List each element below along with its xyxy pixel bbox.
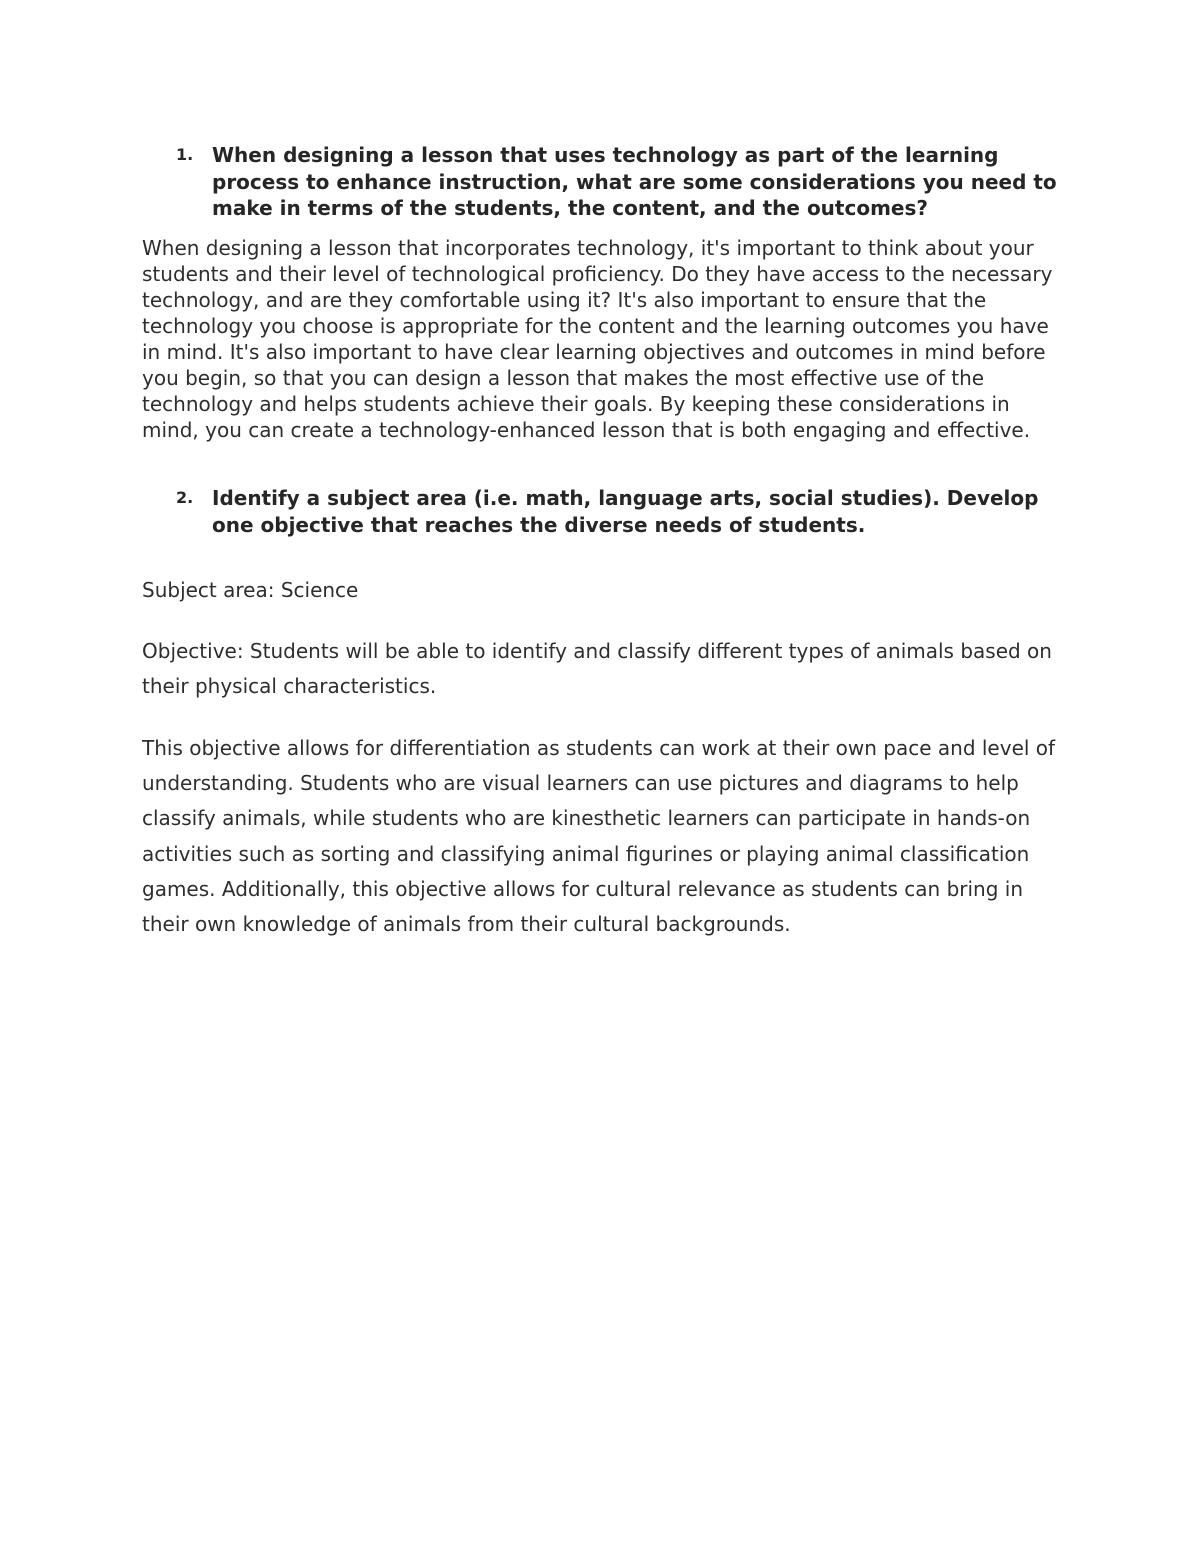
question-number: 2. [176,488,194,507]
question-1 [176,142,1076,222]
question-2 [176,485,1076,538]
question-text: When designing a lesson that uses technology as part of the learning process to enhance instruction, what are some considerations you need to make in terms of the students, the content, and the outcomes? [212,143,1057,220]
question-number: 1. [176,145,194,164]
answer-1-paragraph: When designing a lesson that incorporates technology, it's important to think about your students and their level of technological proficiency. Do they have access to the necessary technology, and are they comfortable using it? It's also important to ensure that the technology you choose is appropriate for the content and the learning outcomes you have in mind. It's also important to have clear learning objectives and outcomes in mind before you begin, so that you can design a lesson that makes the most effective use of the technology and helps students achieve their goals. By keeping these considerations in mind, you can create a technology-enhanced lesson that is both engaging and effective. [142,236,1053,442]
objective-paragraph: Objective: Students will be able to identify and classify different types of animals based on their physical characteristics. [142,639,1052,699]
differentiation-paragraph: This objective allows for differentiation as students can work at their own pace and level of understanding. Students who are visual learners can use pictures and diagrams to help classify animals, while students who are kinesthetic learners can participate in hands-on activities such as sorting and classifying animal figurines or playing animal classification games. Additionally, this objective allows for cultural relevance as students can bring in their own knowledge of animals from their cultural backgrounds. [142,736,1056,937]
subject-area-paragraph: Subject area: Science [142,578,359,602]
question-text: Identify a subject area (i.e. math, language arts, social studies). Develop one objective that reaches the diverse needs of students. [212,486,1039,537]
